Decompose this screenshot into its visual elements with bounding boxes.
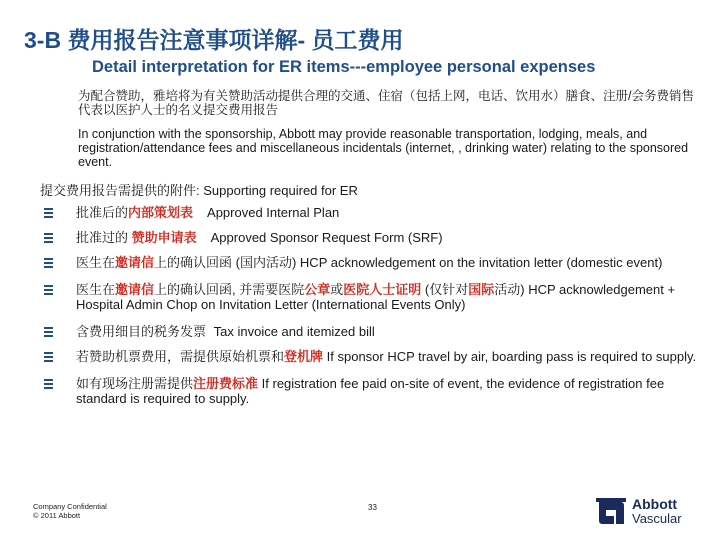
item-en: Tax invoice and itemized bill <box>213 324 375 339</box>
item-cn-post: 上的确认回函 (国内活动) <box>154 255 300 270</box>
item-cn-highlight-2: 公章 <box>304 282 331 297</box>
item-en: Approved Internal Plan <box>207 205 340 220</box>
bullet-icon <box>44 233 53 242</box>
list-item <box>44 324 699 339</box>
copyright-label: © 2011 Abbott <box>33 511 81 520</box>
requirements-label: 提交费用报告需提供的附件: Supporting required for ER <box>40 183 358 198</box>
item-cn-post: 上的确认回函, 并需要医院 <box>154 282 305 297</box>
bullet-icon <box>44 258 53 267</box>
item-cn: 医生在 <box>76 282 116 297</box>
item-cn-highlight-4: 国际 <box>468 282 495 297</box>
item-cn-highlight: 赞助申请表 <box>131 230 197 245</box>
item-cn-highlight: 内部策划表 <box>128 205 194 220</box>
abbott-vascular-logo <box>596 496 706 530</box>
bullet-icon <box>44 208 53 217</box>
logo-text-vascular: Vascular <box>632 511 682 526</box>
list-item <box>44 205 699 220</box>
list-item <box>44 349 699 364</box>
bullet-icon <box>44 327 53 336</box>
item-en: If registration fee paid on-site of event, the evidence of registration fee standard is required to supply. <box>76 376 665 406</box>
item-cn-highlight: 登机牌 <box>284 349 324 364</box>
list-item <box>44 255 699 270</box>
item-cn-highlight-3: 医院人士证明 <box>343 282 422 297</box>
page-number: 33 <box>368 503 377 512</box>
bullet-icon <box>44 285 53 294</box>
item-cn: 医生在 <box>76 255 116 270</box>
confidential-label: Company Confidential <box>33 502 107 511</box>
page-title: 3-B 费用报告注意事项详解- 员工费用 <box>24 27 404 53</box>
logo-text-abbott: Abbott <box>632 496 678 512</box>
item-cn-mid-2: (仅针对 <box>421 282 469 297</box>
item-cn: 含费用细目的税务发票 <box>76 324 210 339</box>
item-cn: 批准过的 <box>76 230 132 245</box>
item-cn-highlight: 注册费标准 <box>193 376 259 391</box>
item-en: HCP acknowledgement on the invitation letter (domestic event) <box>299 255 663 270</box>
item-cn-highlight: 邀请信 <box>115 282 155 297</box>
list-item <box>44 230 699 245</box>
footer-confidential <box>33 502 107 520</box>
abbott-logo-icon <box>596 498 626 528</box>
page-subtitle: Detail interpretation for ER items---employee personal expenses <box>92 58 596 76</box>
item-cn: 若赞助机票费用，需提供原始机票和 <box>76 349 285 364</box>
item-cn: 批准后的 <box>76 205 129 220</box>
supporting-documents-list <box>44 205 699 406</box>
item-cn: 如有现场注册需提供 <box>76 376 194 391</box>
item-cn-highlight: 邀请信 <box>115 255 155 270</box>
item-en: HCP acknowledgement + Hospital Admin Chop on Invitation Letter (International Events Only) <box>76 282 676 312</box>
intro-chinese: 为配合赞助，雅培将为有关赞助活动提供合理的交通、住宿（包括上网，电话、饮用水）膳食、注册/会务费销售代表以医护人士的名义提交费用报告 <box>78 89 694 117</box>
intro-english: In conjunction with the sponsorship, Abbott may provide reasonable transportation, lodging, meals, and registration/attendance fees and miscellaneous incidentals (internet, , drinking water) relating to the sponsored event. <box>78 127 689 169</box>
item-en: Approved Sponsor Request Form (SRF) <box>210 230 443 245</box>
bullet-icon <box>44 379 53 388</box>
item-cn-mid: 或 <box>330 282 344 297</box>
item-en: If sponsor HCP travel by air, boarding pass is required to supply. <box>326 349 697 364</box>
item-cn-post-2: 活动) <box>494 282 529 297</box>
list-item <box>44 282 699 312</box>
bullet-icon <box>44 352 53 361</box>
list-item <box>44 376 699 406</box>
